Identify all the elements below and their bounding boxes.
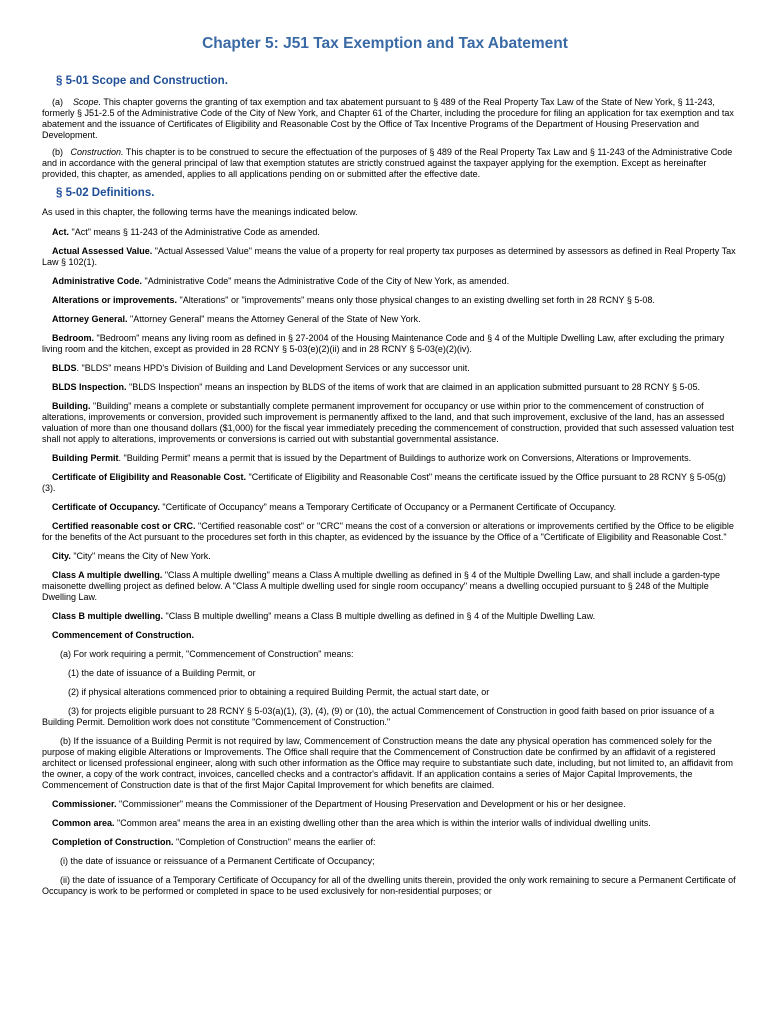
paragraph-construction [42,147,736,180]
definition-term: Class A multiple dwelling. [52,570,163,580]
definition-term: City. [52,551,71,561]
definition-term: Certificate of Eligibility and Reasonable Cost. [52,472,247,482]
definition-class-b-multiple-dwelling [42,611,736,622]
definition-blds [42,363,736,374]
definition-class-a-multiple-dwelling [42,570,736,603]
definition-term: Alterations or improvements. [52,295,178,305]
definition-term: Act. [52,227,70,237]
definition-term: Commissioner. [52,799,117,809]
definition-term: Bedroom. [52,333,95,343]
commencement-clause-a3: (3) for projects eligible pursuant to 28 RCNY § 5-03(a)(1), (3), (4), (9) or (10), the actual Commencement of Construction in good faith based on prior issuance of a Building Permit. Demolition work does not constitute "Commencement of Construction." [42,706,715,727]
definition-term: Class B multiple dwelling. [52,611,164,621]
construction-term: Construction. [70,147,124,157]
paragraph-scope [42,97,736,141]
definition-certified-reasonable-cost [42,521,736,543]
definition-commencement-of-construction: Commencement of Construction. [52,630,195,640]
definition-term: Common area. [52,818,115,828]
definition-text: "Class B multiple dwelling" means a Class B multiple dwelling as defined in § 4 of the Multiple Dwelling Law. [163,611,596,621]
definition-building [42,401,736,445]
definition-common-area [42,818,736,829]
completion-clause-ii: (ii) the date of issuance of a Temporary Certificate of Occupancy for all of the dwelling units therein, provided the only work remaining to secure a Permanent Certificate of Occupancy is work to be performed or completed in space to be used exclusively for non-residential purposes; or [42,875,736,896]
definition-text: "Certificate of Eligibility and Reasonable Cost" means the certificate issued by the Office pursuant to 28 RCNY § 5-05(g)(3). [42,472,726,493]
definition-term: Attorney General. [52,314,128,324]
commencement-clause-a2: (2) if physical alterations commenced prior to obtaining a required Building Permit, the actual start date, or [68,687,490,697]
definition-building-permit [42,453,736,464]
paragraph-label: (b) [52,147,63,157]
commencement-clause-a1: (1) the date of issuance of a Building Permit, or [68,668,256,678]
definition-text: "City" means the City of New York. [70,551,211,561]
construction-text: This chapter is to be construed to secure the effectuation of the purposes of § 489 of the Real Property Tax Law and § 11-243 of the Administrative Code and in accordance with the general principal of law that exemption statutes are strictly construed against the taxpayer applying for the exemption. Except as hereinafter provided, this chapter, as amended, applies to all applications pending on or submitted after the effective date. [42,147,733,179]
definition-text: "Common area" means the area in an existing dwelling other than the area which is within the interior walls of individual dwelling units. [114,818,651,828]
definition-text: "Building" means a complete or substantially complete permanent improvement for occupancy or use within prior to the commencement of construction of alterations, improvements or conversion, provided such improvement is permanently affixed to the land, and that such improvement, exclusive of the land, has an assessed valuation of more than one thousand dollars ($1,000) for the fiscal year immediately preceding the commencement of construction, provided that such assessed valuation test shall not apply to alterations, improvements or conversions is carried out with substantial governmental assistance. [42,401,734,444]
definition-act [42,227,736,238]
definition-term: Certified reasonable cost or CRC. [52,521,196,531]
chapter-title: Chapter 5: J51 Tax Exemption and Tax Abatement [202,35,568,52]
definition-text: "Bedroom" means any living room as defined in § 27-2004 of the Housing Maintenance Code and § 4 of the Multiple Dwelling Law, after excluding the primary living room and the kitchen, except as provided in 28 RCNY § 5-03(e)(2)(ii) and in 28 RCNY § 5-03(e)(2)(iv). [42,333,725,354]
commencement-clause-a: (a) For work requiring a permit, "Commencement of Construction" means: [60,649,354,659]
definition-alterations [42,295,736,306]
section-5-01-heading: § 5-01 Scope and Construction. [56,75,228,87]
definition-term: BLDS Inspection. [52,382,127,392]
definition-text: "Alterations" or "improvements" means only those physical changes to an existing dwelling set forth in 28 RCNY § 5-08. [177,295,655,305]
definition-term: Building Permit [52,453,119,463]
definition-text: . "BLDS" means HPD's Division of Building and Land Development Services or any successor unit. [76,363,470,373]
definition-text: "Administrative Code" means the Administrative Code of the City of New York, as amended. [142,276,510,286]
document-body [42,74,736,897]
paragraph-label: (a) [52,97,63,107]
definition-text: "BLDS Inspection" means an inspection by BLDS of the items of work that are claimed in an application submitted pursuant to 28 RCNY § 5-05. [126,382,701,392]
definition-term: Administrative Code. [52,276,143,286]
definition-term: Completion of Construction. [52,837,174,847]
definition-certificate-of-eligibility [42,472,736,494]
definition-text: "Commissioner" means the Commissioner of the Department of Housing Preservation and Development or his or her designee. [116,799,626,809]
scope-term: Scope. [73,97,102,107]
commencement-clause-b: (b) If the issuance of a Building Permit is not required by law, Commencement of Construction means the date any physical operation has commenced solely for the purpose of making eligible Alterations or Improvements. The Office shall require that the Commencement of Construction date be confirmed by an affidavit of a registered architect or licensed professional engineer, along with such other information as the Office may require to substantiate such date, including, but not limited to, an affidavit from the owner, a copy of the work contract, invoices, cancelled checks and a contractor's affidavit. If an application contains a series of Major Capital Improvements, the Commencement of Construction date is that of the first Major Capital Improvement for which benefits are claimed. [42,736,734,790]
definition-commissioner [42,799,736,810]
definition-blds-inspection [42,382,736,393]
completion-clause-i: (i) the date of issuance or reissuance of a Permanent Certificate of Occupancy; [60,856,375,866]
definition-attorney-general [42,314,736,325]
definition-bedroom [42,333,736,355]
definition-certificate-of-occupancy [42,502,736,513]
definition-term: Certificate of Occupancy. [52,502,160,512]
definition-completion-of-construction [42,837,736,848]
scope-text: This chapter governs the granting of tax exemption and tax abatement pursuant to § 489 of the Real Property Tax Law of the State of New York, § 11-243, formerly § J51-2.5 of the Administrative Code of the City of New York, and Chapter 61 of the Charter, including the procedure for filing an application for tax exemption and tax abatement and the issuance of Certificates of Eligibility and Reasonable Cost by the Office of Tax Incentive Programs of the Department of Housing Preservation and Development. [42,97,734,140]
definition-term: Building. [52,401,91,411]
definition-term: Actual Assessed Value. [52,246,153,256]
section-5-02-heading: § 5-02 Definitions. [56,187,155,199]
definition-text: "Actual Assessed Value" means the value of a property for real property tax purposes as determined by assessors as defined in Real Property Tax Law § 102(1). [42,246,736,267]
definition-term: BLDS [52,363,77,373]
definition-text: . "Building Permit" means a permit that is issued by the Department of Buildings to authorize work on Conversions, Alterations or Improvements. [118,453,692,463]
definition-administrative-code [42,276,736,287]
definition-text: "Class A multiple dwelling" means a Class A multiple dwelling as defined in § 4 of the Multiple Dwelling Law, and shall include a garden-type maisonette dwelling project as defined below. A "Class A multiple dwelling used for single room occupancy" means a dwelling occupied pursuant to § 248 of the Multiple Dwelling Law. [42,570,721,602]
definition-text: "Certified reasonable cost" or "CRC" means the cost of a conversion or alterations or improvements certified by the Office to be eligible for the benefits of the Act pursuant to the procedures set forth in this chapter, as evidenced by the issuance by the Office of a "Certificate of Eligibility and Reasonable Cost." [42,521,734,542]
definitions-intro: As used in this chapter, the following terms have the meanings indicated below. [42,207,358,217]
definition-actual-assessed-value [42,246,736,268]
definition-text: "Certificate of Occupancy" means a Temporary Certificate of Occupancy or a Permanent Certificate of Occupancy. [159,502,617,512]
definition-text: "Attorney General" means the Attorney General of the State of New York. [127,314,421,324]
definition-city [42,551,736,562]
definition-text: "Act" means § 11-243 of the Administrative Code as amended. [69,227,320,237]
definition-text: "Completion of Construction" means the earlier of: [173,837,376,847]
definitions-list [42,227,736,897]
